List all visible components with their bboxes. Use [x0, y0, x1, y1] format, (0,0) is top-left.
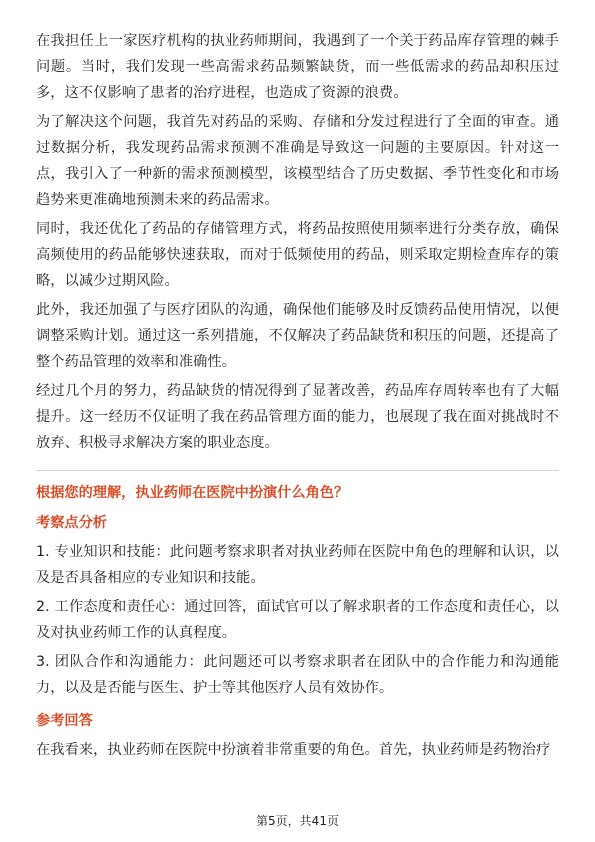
analysis-item: 1. 专业知识和技能：此问题考察求职者对执业药师在医院中角色的理解和认识，以及是否具备相应的专业知识和技能。: [36, 544, 559, 586]
document-page: [36, 28, 559, 766]
body-paragraph: 此外，我还加强了与医疗团队的沟通，确保他们能够及时反馈药品使用情况，以便调整采购计划。通过这一系列措施，不仅解决了药品缺货和积压的问题，还提高了整个药品管理的效率和准确性。: [36, 302, 559, 370]
body-paragraph: 在我担任上一家医疗机构的执业药师期间，我遇到了一个关于药品库存管理的棘手问题。当时，我们发现一些高需求药品频繁缺货，而一些低需求的药品却积压过多，这不仅影响了患者的治疗进程，也造成了资源的浪费。: [36, 33, 559, 101]
answer-heading: 参考回答: [36, 713, 93, 729]
section-divider: [36, 470, 559, 471]
body-paragraph: 同时，我还优化了药品的存储管理方式，将药品按照使用频率进行分类存放，确保高频使用的药品能够快速获取，而对于低频使用的药品，则采取定期检查库存的策略，以减少过期风险。: [36, 221, 559, 289]
body-paragraph: 经过几个月的努力，药品缺货的情况得到了显著改善，药品库存周转率也有了大幅提升。这一经历不仅证明了我在药品管理方面的能力，也展现了我在面对挑战时不放弃、积极寻求解决方案的职业态度。: [36, 383, 559, 451]
page-number-footer: 第5页，共41页: [256, 814, 339, 828]
body-paragraph: 为了解决这个问题，我首先对药品的采购、存储和分发过程进行了全面的审查。通过数据分析，我发现药品需求预测不准确是导致这一问题的主要原因。针对这一点，我引入了一种新的需求预测模型，该模型结合了历史数据、季节性变化和市场趋势来更准确地预测未来的药品需求。: [36, 114, 559, 208]
analysis-heading: 考察点分析: [36, 515, 107, 531]
question-heading: 根据您的理解，执业药师在医院中扮演什么角色？: [36, 485, 349, 501]
answer-text: 在我看来，执业药师在医院中扮演着非常重要的角色。首先，执业药师是药物治疗: [36, 742, 551, 758]
analysis-item: 3. 团队合作和沟通能力：此问题还可以考察求职者在团队中的合作能力和沟通能力，以及是否能与医生、护士等其他医疗人员有效协作。: [36, 654, 559, 696]
analysis-item: 2. 工作态度和责任心：通过回答，面试官可以了解求职者的工作态度和责任心，以及对执业药师工作的认真程度。: [36, 599, 559, 641]
